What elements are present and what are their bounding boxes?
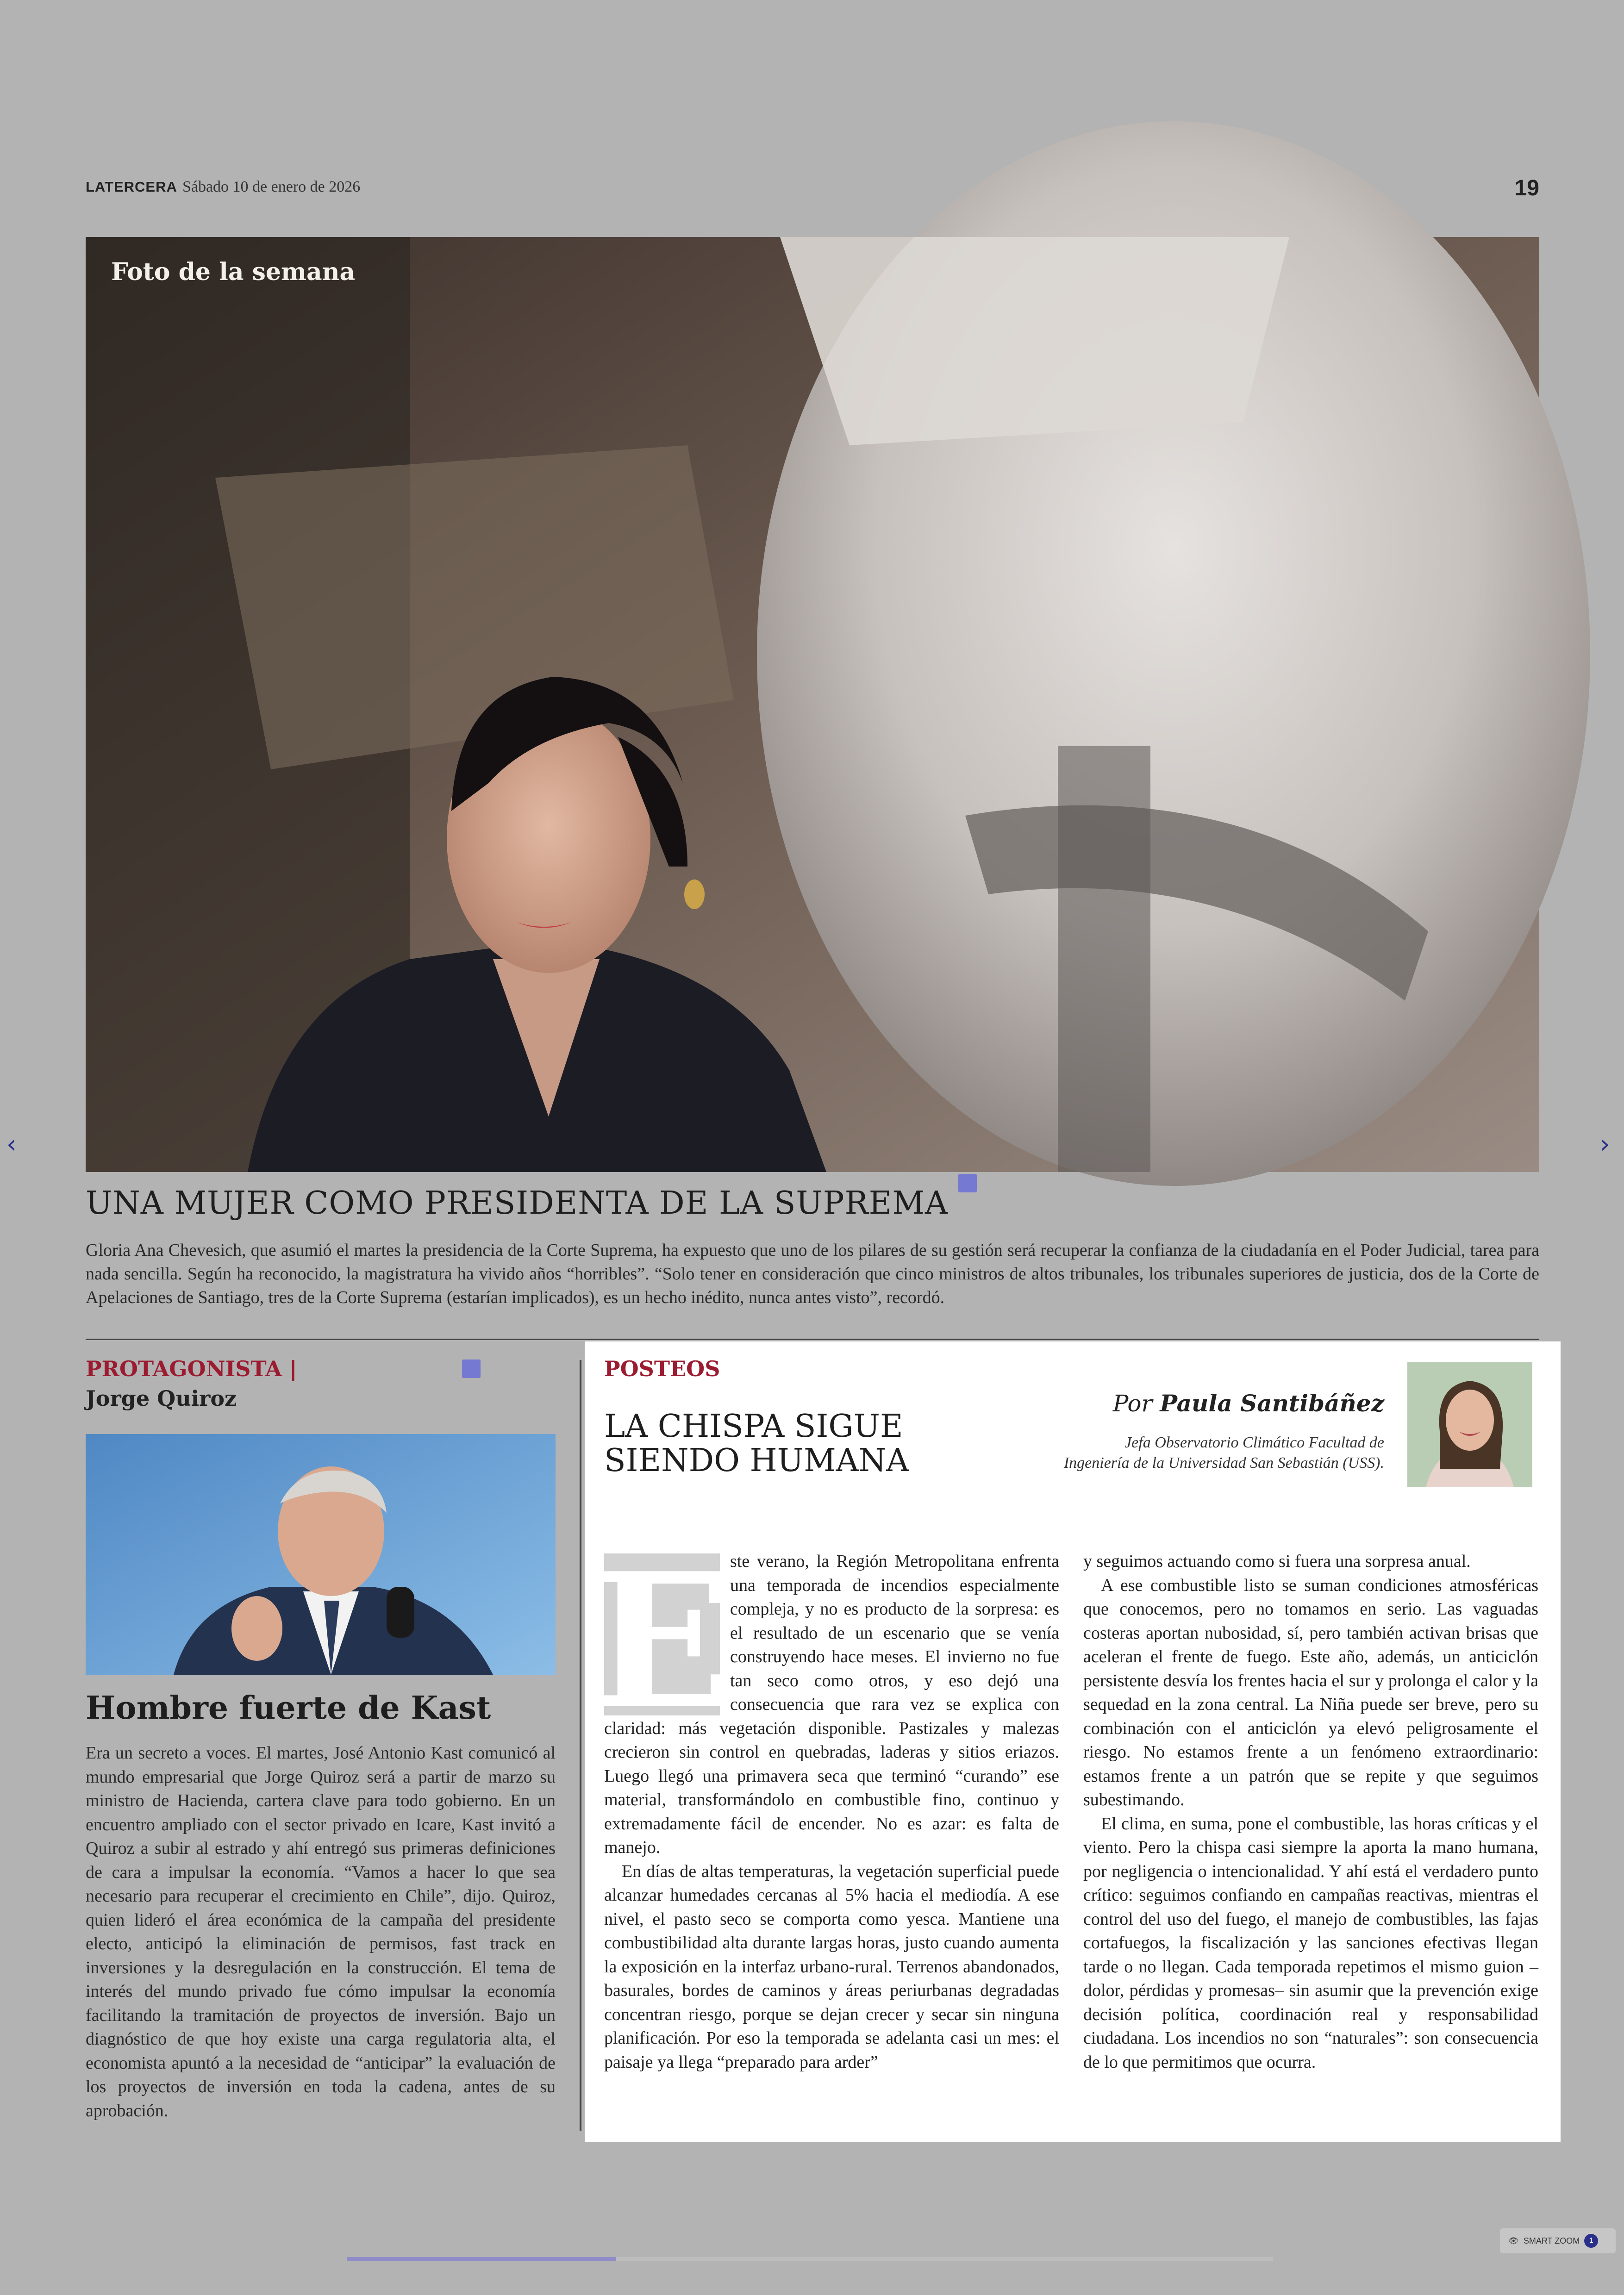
dropcap-graphic bbox=[591, 1533, 733, 1750]
article-paragraph: En días de altas temperaturas, la vegetación superficial puede alcanzar humedades cercanas al 5% hacia el mediodía. A ese nivel, el pasto seco se comporta como yesca. Mantiene una combustibilidad alta durante largas horas, justo cuando aumenta la exposición en la interfaz urbano-rural. Terrenos abandonados, basurales, bordes de caminos y áreas periurbanas degradadas concentran riesgo, porque se dejan crecer y secar sin ninguna planificación. Por eso la temporada se adelanta casi un mes: el paisaje ya llega “preparado para arder” bbox=[604, 1861, 1059, 2072]
protagonista-body bbox=[86, 1741, 556, 2123]
main-lead: Gloria Ana Chevesich, que asumió el martes la presidencia de la Corte Suprema, ha expuesto que uno de los pilares de su gestión será recuperar la confianza de la ciudadanía en el Poder Judicial, tarea para nada sencilla. Según ha reconocido, la magistratura ha vivido años “horribles”. “Solo tener en consideración que cinco ministros de altos tribunales, los tribunales superiores de justicia, dos de la Corte de Apelaciones de Santiago, tres de la Corte Suprema (estarían implicados), es un hecho inédito, nunca antes visto”, recordó. bbox=[86, 1241, 1539, 1307]
smart-zoom-label: SMART ZOOM bbox=[1523, 2236, 1580, 2245]
posteos-headline bbox=[604, 1409, 1021, 1478]
prev-page-icon[interactable]: ‹ bbox=[6, 1129, 17, 1159]
avatar-illustration bbox=[1407, 1362, 1532, 1487]
author-avatar bbox=[1407, 1362, 1532, 1487]
smart-zoom-badge: 1 bbox=[1584, 2234, 1598, 2248]
author-name: Paula Santibáñez bbox=[1160, 1390, 1384, 1417]
article-column-1 bbox=[591, 1533, 1059, 2074]
main-headline: UNA MUJER COMO PRESIDENTA DE LA SUPREMA bbox=[86, 1185, 949, 1222]
photo-illustration bbox=[86, 237, 1539, 1172]
portrait-illustration bbox=[86, 1434, 556, 1675]
article-column-2 bbox=[1083, 1550, 1538, 2074]
next-page-icon[interactable]: › bbox=[1600, 1129, 1610, 1159]
photo-label: Foto de la semana bbox=[111, 258, 356, 286]
protagonista-kicker: PROTAGONISTA | bbox=[86, 1356, 297, 1381]
smart-zoom-button[interactable] bbox=[1500, 2228, 1616, 2253]
posteos-kicker: POSTEOS bbox=[604, 1356, 720, 1381]
article-paragraph: ste verano, la Región Metropolitana enfrenta una temporada de incendios especialmente compleja, y no es producto de la sorpresa: es el resultado de un escenario que se venía construyendo hace meses. El invierno no fue tan seco como otros, y eso dejó una consecuencia que rara vez se explica con claridad: más vegetación disponible. Pastizales y malezas crecieron sin control en quebradas, laderas y sitios eriazos. Luego llegó una primavera seca que terminó “curando” ese material, transformándolo en combustible fino, continuo y extremadamente fácil de encender. No es azar: es falta de manejo. bbox=[604, 1552, 1059, 1857]
protagonista-photo bbox=[86, 1434, 556, 1675]
protagonista-paragraph: Era un secreto a voces. El martes, José Antonio Kast comunicó al mundo empresarial que Jorge Quiroz será a partir de marzo su ministro de Hacienda, cartera clave para todo gobierno. En un encuentro ampliado con el sector privado en Icare, Kast invitó a Quiroz a subir al estrado y ahí entregó sus primeras definiciones de cara a impulsar la economía. “Vamos a hacer lo que sea necesario para recuperar el crecimiento en Chile”, dijo. Quiroz, quien lideró el área económica de la campaña del presidente electo, anticipó la eliminación de permisos, fast track en inversiones y la desregulación en la construcción. El tema de interés del mundo privado fue cómo impulsar la economía facilitando la tramitación de proyectos de inversión. Bajo un diagnóstico de que hoy existe una carga regulatoria alta, el economista apuntó a la necesidad de “anticipar” la evaluación de los proyectos de inversión en toda la cadena, antes de su aprobación. bbox=[86, 1743, 556, 2120]
photo-of-the-week bbox=[86, 237, 1539, 1172]
section-divider bbox=[86, 1339, 1539, 1340]
dropcap bbox=[591, 1533, 733, 1750]
protagonista-name: Jorge Quiroz bbox=[86, 1386, 237, 1411]
article-paragraph: El clima, en suma, pone el combustible, las horas críticas y el viento. Pero la chispa casi siempre la aporta la mano humana, por negligencia o intencionalidad. Y ahí está el verdadero punto crítico: seguimos confiando en campañas reactivas, mientras el control del uso del fuego, el manejo de combustibles, las fajas cortafuegos, la fiscalización y las sanciones efectivas llegan tarde o no llegan. Cada temporada repetimos el mismo guion –dolor, pérdidas y promesas– sin asumir que la prevención exige decisión política, coordinación real y responsabilidad ciudadana. Los incendios no son “naturales”: son consecuencia de lo que permitimos que ocurra. bbox=[1083, 1814, 1538, 2072]
page-number: 19 bbox=[1514, 176, 1539, 200]
issue-date: Sábado 10 de enero de 2026 bbox=[182, 178, 361, 195]
dropcap-letter: E bbox=[591, 1533, 733, 1750]
posteos-headline-line2: SIENDO HUMANA bbox=[604, 1442, 909, 1479]
protagonista-headline: Hombre fuerte de Kast bbox=[86, 1690, 491, 1727]
column-divider bbox=[580, 1360, 581, 2131]
brand-logo: LATERCERA bbox=[86, 179, 177, 195]
page-progress-fill bbox=[347, 2257, 616, 2261]
posteos-headline-line1: LA CHISPA SIGUE bbox=[604, 1408, 903, 1445]
byline-prefix: Por bbox=[1112, 1390, 1153, 1417]
eye-icon: 👁 bbox=[1508, 2236, 1519, 2245]
article-paragraph: A ese combustible listo se suman condiciones atmosféricas que conocemos, pero no tomamos en serio. Las vaguadas costeras aportan nubosidad, sí, pero también activan brisas que aceleran el frente de fuego. Este año, además, un anticiclón persistente desvía los frentes hacia el sur y prolonga el calor y la sequedad en la zona central. La Niña puede ser breve, pero su combinación con el anticiclón ya elevó peligrosamente el riesgo. No estamos frente a un fenómeno extraordinario: estamos frente a un patrón que se repite y que seguimos subestimando. bbox=[1083, 1575, 1538, 1809]
byline bbox=[1018, 1390, 1384, 1417]
article-paragraph: y seguimos actuando como si fuera una sorpresa anual. bbox=[1083, 1552, 1471, 1571]
protagonista-header bbox=[86, 1356, 556, 1411]
author-role: Jefa Observatorio Climático Facultad de Ingeniería de la Universidad San Sebastián (USS). bbox=[1063, 1434, 1384, 1472]
